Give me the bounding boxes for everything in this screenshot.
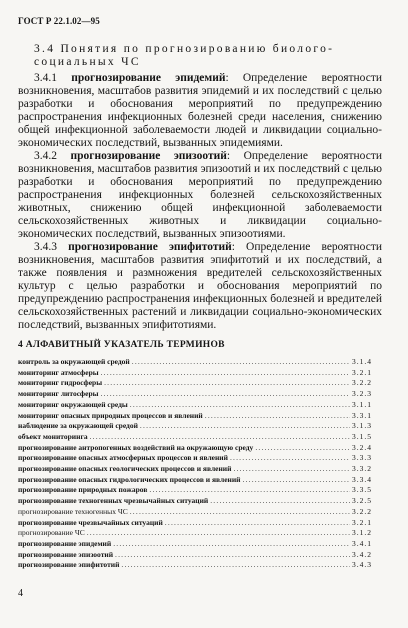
index-ref: 3.3.1 — [352, 410, 372, 420]
index-term: мониторинг гидросферы — [18, 378, 103, 388]
index-ref: 3.2.1 — [352, 367, 372, 377]
index-ref: 3.2.2 — [352, 378, 372, 388]
index-term: мониторинг окружающей среды — [18, 399, 128, 409]
dot-leader — [255, 443, 350, 454]
index-entry — [18, 528, 382, 539]
index-term: контроль за окружающей средой — [18, 357, 130, 366]
index-term: прогнозирование эпизоотий — [18, 549, 114, 559]
index-ref: 3.4.1 — [352, 538, 372, 548]
index-ref: 3.2.3 — [352, 389, 372, 399]
index-ref: 3.4.2 — [352, 549, 372, 559]
index-ref: 3.2.1 — [352, 517, 372, 527]
dot-leader — [104, 378, 350, 389]
paragraph-3-4-2 — [18, 150, 382, 241]
index-entry — [18, 411, 382, 422]
index-entry — [18, 432, 382, 443]
section-3-4 — [18, 43, 382, 332]
paragraph-number: 3.4.3 — [34, 241, 57, 253]
index-entry — [18, 357, 382, 368]
term-bold: прогнозирование эпидемий — [71, 72, 226, 84]
dot-leader — [210, 496, 350, 507]
index-term: мониторинг опасных природных процессов и явлений — [18, 410, 203, 420]
index-ref: 3.3.2 — [352, 464, 372, 474]
index-entry — [18, 389, 382, 400]
index-entry — [18, 560, 382, 571]
paragraph-3-4-3 — [18, 241, 382, 332]
dot-leader — [233, 464, 350, 475]
index-ref: 3.2.4 — [352, 442, 372, 452]
index-term: мониторинг атмосферы — [18, 367, 99, 377]
dot-leader — [205, 411, 350, 422]
term-bold: прогнозирование эпизоотий — [70, 150, 227, 162]
index-term: прогнозирование техногенных чрезвычайных ситуаций — [18, 496, 209, 506]
paragraph-number: 3.4.2 — [34, 150, 57, 162]
index-title: 4 АЛФАВИТНЫЙ УКАЗАТЕЛЬ ТЕРМИНОВ — [18, 340, 225, 350]
document-header: ГОСТ Р 22.1.02—95 — [18, 16, 100, 26]
index-term: прогнозирование техногенных ЧС — [18, 506, 128, 516]
paragraph-3-4-1 — [18, 72, 382, 150]
dot-leader — [115, 550, 350, 561]
dot-leader — [243, 475, 351, 486]
dot-leader — [130, 400, 350, 411]
index-term: прогнозирование эпифитотий — [18, 560, 120, 570]
index-entry — [18, 400, 382, 411]
index-term: прогнозирование опасных атмосферных процессов и явлений — [18, 453, 228, 463]
index-entry — [18, 518, 382, 529]
index-term: прогнозирование ЧС — [18, 528, 85, 538]
index-ref: 3.2.2 — [352, 506, 372, 516]
term-bold: прогнозирование эпифитотий — [68, 241, 232, 253]
index-term: прогнозирование эпидемий — [18, 538, 112, 548]
index-entry — [18, 475, 382, 486]
dot-leader — [230, 453, 350, 464]
index-term: прогнозирование природных пожаров — [18, 485, 148, 495]
index-entry — [18, 453, 382, 464]
index-term: прогнозирование антропогенных воздействий на окружающую среду — [18, 442, 254, 452]
definition-text: : Определение вероятности возникновения, масштабов развития эпидемий и их последствий с целью разработки и обоснования мероприятий по предупреждению распространения инфекционных болезней среди населения, снижению общей инфекционной заболеваемости людей и ликвидации социально-экономических последствий, вызванных эпидемиями. — [18, 72, 383, 149]
index-ref: 3.1.2 — [352, 528, 372, 538]
dot-leader — [90, 432, 350, 443]
index-term: объект мониторинга — [18, 431, 88, 441]
index-ref: 3.2.5 — [352, 496, 372, 506]
index-term: мониторинг литосферы — [18, 389, 99, 399]
index-term: наблюдение за окружающей средой — [18, 421, 138, 431]
index-ref: 3.3.3 — [352, 453, 372, 463]
dot-leader — [165, 518, 350, 529]
index-ref: 3.1.3 — [352, 421, 372, 431]
definition-text: : Определение вероятности возникновения, масштабов развития эпизоотий и их последствий с целью разработки и обоснования мероприятий по предупреждению распространения инфекционных болезней сельскохозяйственных животных, снижению общей инфекционной заболеваемости сельскохозяйственных животных и ликвидации социально-экономических последствий, вызванных эпизоотиями. — [18, 150, 382, 240]
index-list — [18, 357, 382, 571]
index-term: прогнозирование опасных гидрологических процессов и явлений — [18, 474, 241, 484]
index-entry — [18, 464, 382, 475]
page-number: 4 — [18, 588, 23, 599]
section-title: 3.4 Понятия по прогнозированию биолого-социальных ЧС — [34, 43, 335, 68]
dot-leader — [140, 421, 350, 432]
index-ref: 3.1.4 — [352, 357, 372, 366]
index-entry — [18, 443, 382, 454]
index-ref: 3.4.3 — [352, 560, 372, 570]
index-term: прогнозирование чрезвычайных ситуаций — [18, 517, 163, 527]
dot-leader — [87, 528, 350, 539]
index-ref: 3.3.4 — [352, 474, 372, 484]
index-ref: 3.1.5 — [352, 431, 372, 441]
dot-leader — [130, 507, 350, 518]
dot-leader — [149, 485, 350, 496]
dot-leader — [101, 368, 350, 379]
definition-text: : Определение вероятности возникновения, масштабов развития эпифитотий и их последствий, а также появления и размножения вредителей сельскохозяйственных культур с целью разработки и обоснования мероприятий по предупреждению распространения инфекционных болезней и вредителей сельскохозяйственных растений и ликвидации социально-экономических последствий, вызванных эпифитотиями. — [18, 241, 382, 331]
index-ref: 3.1.1 — [352, 399, 372, 409]
dot-leader — [121, 560, 350, 571]
index-term: прогнозирование опасных геологических процессов и явлений — [18, 464, 232, 474]
index-entry — [18, 539, 382, 550]
dot-leader — [100, 389, 350, 400]
index-entry — [18, 485, 382, 496]
index-ref: 3.3.5 — [352, 485, 372, 495]
index-entry — [18, 421, 382, 432]
dot-leader — [132, 357, 350, 368]
paragraph-number: 3.4.1 — [34, 72, 57, 84]
dot-leader — [113, 539, 350, 550]
index-entry — [18, 496, 382, 507]
index-entry — [18, 378, 382, 389]
index-entry — [18, 550, 382, 561]
index-entry — [18, 368, 382, 379]
index-entry — [18, 507, 382, 518]
